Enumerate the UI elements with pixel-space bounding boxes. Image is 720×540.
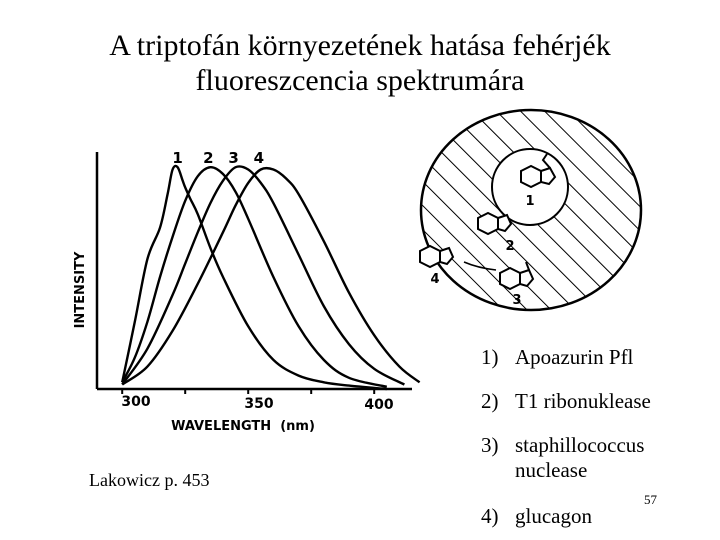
legend-text-4: glucagon	[515, 504, 592, 528]
legend-item-3: 3) staphillococcus nuclease	[481, 433, 655, 483]
legend-text-2: T1 ribonuklease	[515, 389, 651, 413]
protein-diagram	[420, 110, 641, 310]
tryptophan-2-icon	[478, 213, 511, 234]
spectrum-line-2	[122, 167, 387, 387]
x-axis-label: WAVELENGTH (nm)	[171, 419, 315, 434]
spectrum-label-3: 3	[228, 149, 239, 167]
diagram-label-4: 4	[430, 272, 440, 287]
spectrum-chart	[73, 149, 420, 434]
title-line-1: A triptofán környezetének hatása fehérjék	[109, 29, 611, 62]
legend-text-1: Apoazurin Pfl	[515, 345, 634, 369]
x-tick-label-300: 300	[121, 394, 151, 410]
diagram-label-3: 3	[512, 293, 522, 308]
diagram-label-2: 2	[505, 239, 515, 254]
title-line-2: fluoreszcencia spektrumára	[195, 64, 525, 97]
legend-text-3: staphillococcus nuclease	[515, 433, 645, 482]
spectrum-line-3	[122, 166, 404, 384]
diagram-label-1: 1	[525, 194, 535, 209]
page-number: 57	[644, 492, 657, 507]
spectrum-label-4: 4	[253, 149, 265, 167]
spectrum-line-1	[122, 166, 387, 389]
legend-item-4: 4) glucagon	[481, 504, 592, 528]
spectrum-label-2: 2	[203, 149, 214, 167]
legend-item-2: 2) T1 ribonuklease	[481, 389, 651, 413]
source-citation: Lakowicz p. 453	[89, 470, 210, 490]
x-tick-label-350: 350	[244, 396, 274, 412]
y-axis-label: INTENSITY	[73, 251, 88, 329]
legend-item-1: 1) Apoazurin Pfl	[481, 345, 634, 369]
x-tick-label-400: 400	[364, 397, 394, 413]
tryptophan-4-icon	[420, 246, 453, 267]
spectrum-label-1: 1	[172, 149, 183, 167]
